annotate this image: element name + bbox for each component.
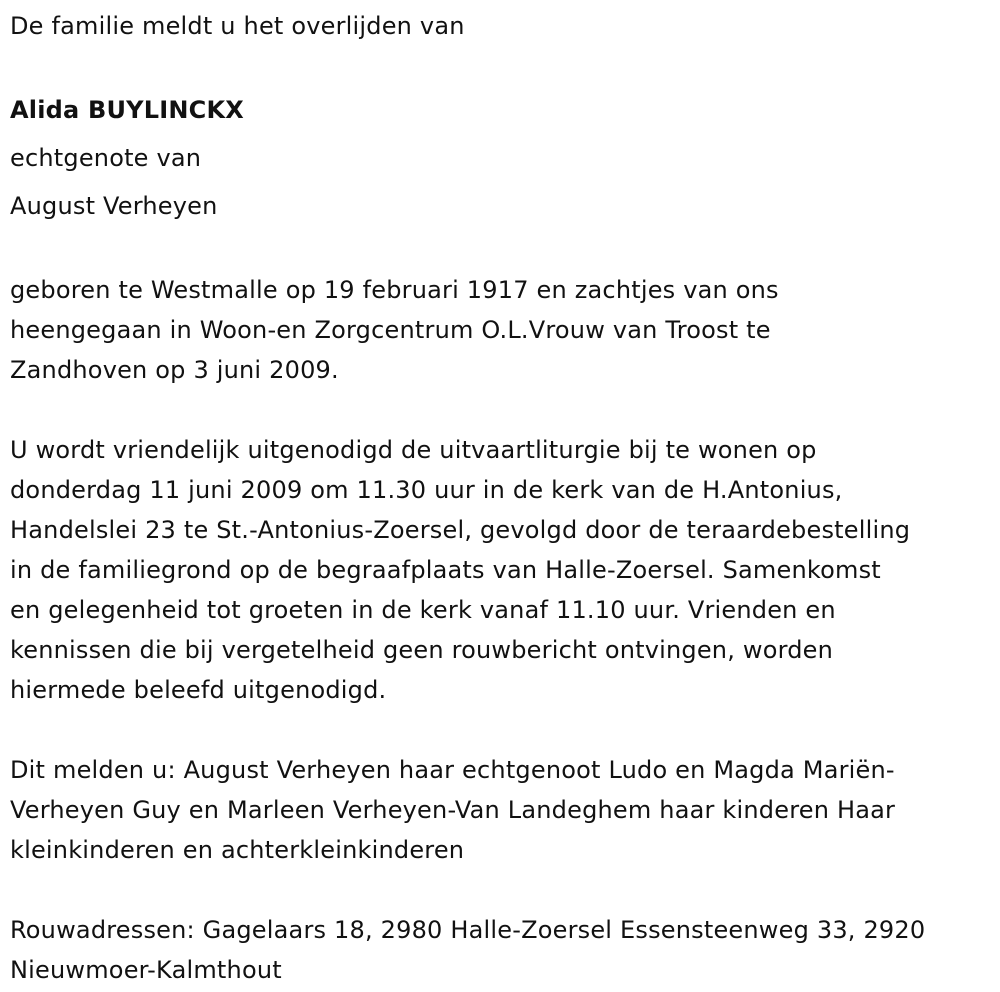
paragraph-line: Nieuwmoer-Kalmthout (10, 956, 282, 984)
paragraph-line: Verheyen Guy en Marleen Verheyen-Van Landeghem haar kinderen Haar (10, 796, 896, 824)
paragraph-line: Rouwadressen: Gagelaars 18, 2980 Halle-Zoersel Essensteenweg 33, 2920 (10, 916, 926, 944)
paragraph-line: U wordt vriendelijk uitgenodigd de uitvaartliturgie bij te wonen op (10, 436, 817, 464)
paragraph-line: en gelegenheid tot groeten in de kerk vanaf 11.10 uur. Vrienden en (10, 596, 836, 624)
address-paragraph (10, 910, 990, 990)
paragraph-line: kleinkinderen en achterkleinkinderen (10, 836, 465, 864)
paragraph-line: Zandhoven op 3 juni 2009. (10, 356, 339, 384)
funeral-paragraph (10, 430, 990, 710)
intro-text: De familie meldt u het overlijden van (10, 12, 465, 40)
spouse-name: August Verheyen (10, 192, 218, 220)
paragraph-line: in de familiegrond op de begraafplaats van Halle-Zoersel. Samenkomst (10, 556, 881, 584)
paragraph-line: Handelslei 23 te St.-Antonius-Zoersel, gevolgd door de teraardebestelling (10, 516, 911, 544)
paragraph-line: geboren te Westmalle op 19 februari 1917 en zachtjes van ons (10, 276, 779, 304)
paragraph-line: donderdag 11 juni 2009 om 11.30 uur in de kerk van de H.Antonius, (10, 476, 843, 504)
family-paragraph (10, 750, 990, 870)
paragraph-line: heengegaan in Woon-en Zorgcentrum O.L.Vrouw van Troost te (10, 316, 771, 344)
paragraph-line: kennissen die bij vergetelheid geen rouwbericht ontvingen, worden (10, 636, 834, 664)
paragraph-line: Dit melden u: August Verheyen haar echtgenoot Ludo en Magda Mariën- (10, 756, 895, 784)
relation-line: echtgenote van (10, 144, 202, 172)
birth-death-paragraph (10, 270, 990, 390)
paragraph-line: hiermede beleefd uitgenodigd. (10, 676, 387, 704)
deceased-name: Alida BUYLINCKX (10, 96, 244, 124)
